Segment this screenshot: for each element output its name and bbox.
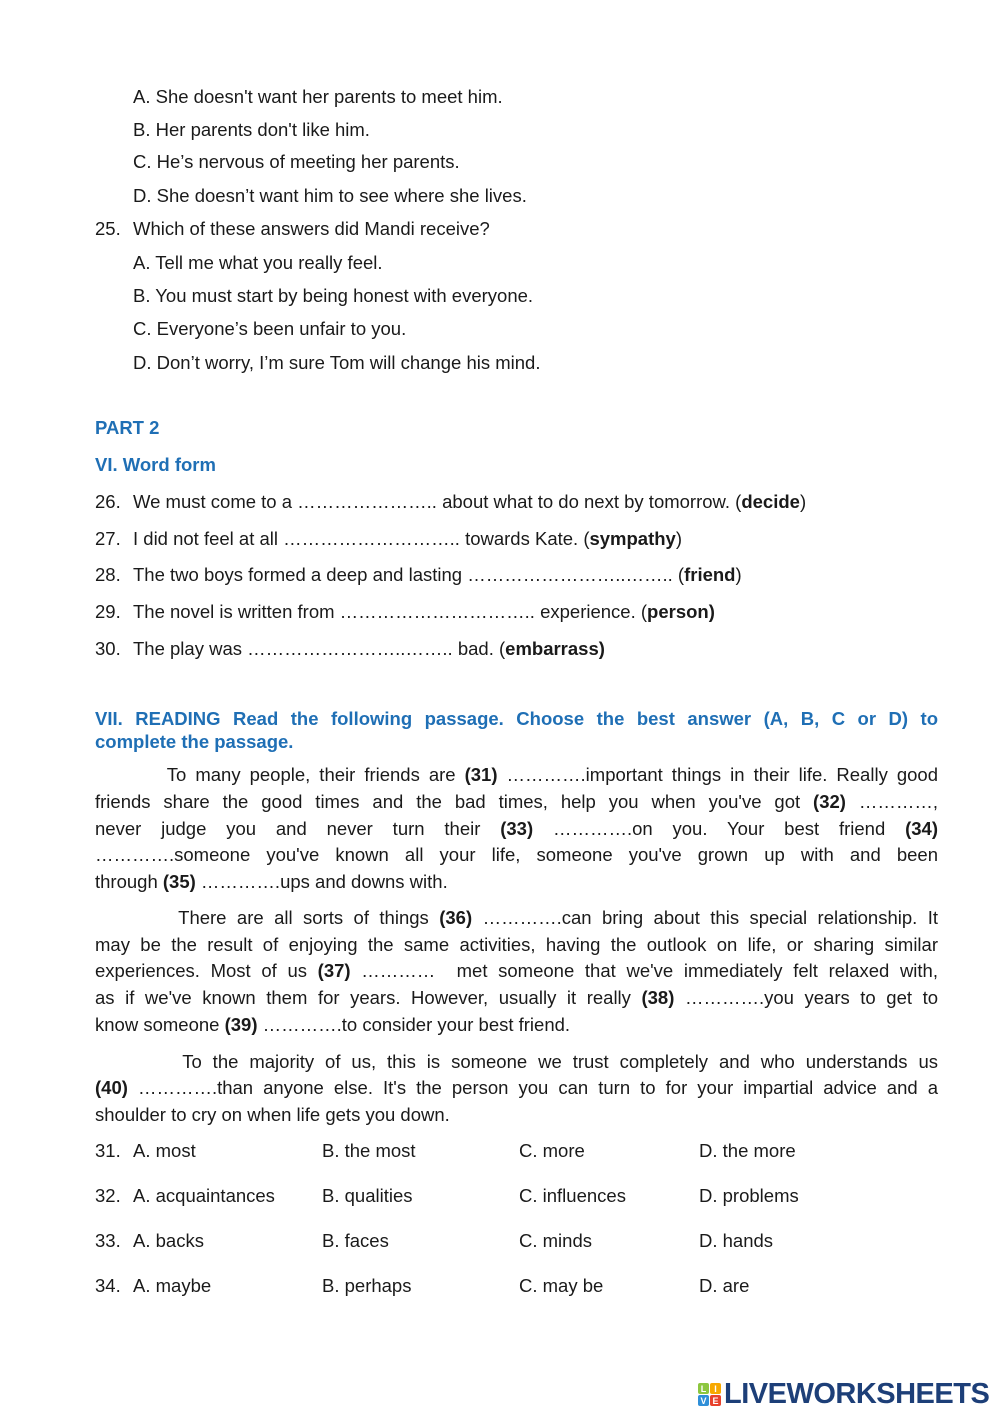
sentence-text: ) (735, 564, 742, 585)
q24-option-d: D. She doesn’t want him to see where she lives. (133, 185, 527, 206)
passage-text: shoulder to cry on when life gets you down. (95, 1104, 450, 1125)
sentence-text: ) (675, 528, 683, 549)
word-form-item (133, 564, 742, 586)
sentence-text: The play was ……………………..…….. bad. ( (133, 638, 506, 659)
blank-number: (31) (464, 764, 498, 785)
passage-text: never judge you and never turn their (95, 818, 501, 839)
passage-text: experiences. Most of us (95, 960, 318, 981)
blank-number: (34) (905, 818, 938, 839)
passage-text: may be the result of enjoying the same activities, having the outlook on life, or sharing similar (95, 934, 938, 955)
sentence-text: The two boys formed a deep and lasting ……………………..…….. ( (133, 564, 685, 585)
answer-option: A. most (133, 1140, 196, 1161)
section-heading-reading: VII. READING Read the following passage. Choose the best answer (A, B, C or D) to (95, 708, 938, 729)
answer-option: D. problems (699, 1185, 799, 1206)
passage-line (95, 1104, 938, 1126)
answer-option: B. faces (322, 1230, 389, 1251)
answer-option: D. the more (699, 1140, 796, 1161)
passage-text: …………, (845, 791, 939, 812)
blank-number: (38) (641, 987, 675, 1008)
answer-option: A. backs (133, 1230, 204, 1251)
sentence-text: The novel is written from ………………………….. experience. ( (133, 601, 648, 622)
passage-text: There are all sorts of things (95, 907, 440, 928)
passage-text: To the majority of us, this is someone we trust completely and who understands us (95, 1051, 938, 1072)
root-word: sympathy (589, 528, 676, 549)
blank-number: (32) (813, 791, 846, 812)
passage-line (95, 1077, 938, 1099)
passage-text: ………….ups and downs with. (195, 871, 448, 892)
q24-option-b: B. Her parents don't like him. (133, 119, 370, 140)
part-heading: PART 2 (95, 417, 160, 438)
passage-text: ………….to consider your best friend. (257, 1014, 571, 1035)
passage-text: ………….you years to get to (674, 987, 939, 1008)
passage-line (95, 907, 938, 929)
word-form-number: 26. (95, 491, 121, 512)
passage-line (95, 1051, 938, 1073)
section-heading-word-form: VI. Word form (95, 454, 216, 475)
word-form-number: 30. (95, 638, 121, 659)
passage-text: as if we've known them for years. However, usually it really (95, 987, 642, 1008)
blank-number: (35) (162, 871, 196, 892)
passage-line (95, 844, 938, 866)
question-number: 33. (95, 1230, 121, 1251)
root-word: embarrass) (505, 638, 605, 659)
word-form-number: 29. (95, 601, 121, 622)
passage-text: To many people, their friends are (95, 764, 465, 785)
passage-line (95, 871, 938, 893)
passage-text: ………….than anyone else. It's the person you can turn to for your impartial advice and a (127, 1077, 938, 1098)
blank-number: (40) (95, 1077, 128, 1098)
passage-line (95, 987, 938, 1009)
q25-option-c: C. Everyone’s been unfair to you. (133, 318, 407, 339)
answer-option: B. the most (322, 1140, 416, 1161)
q25-question: Which of these answers did Mandi receive? (133, 218, 490, 239)
blank-number: (39) (224, 1014, 258, 1035)
answer-option: B. perhaps (322, 1275, 412, 1296)
question-number: 34. (95, 1275, 121, 1296)
q24-option-a: A. She doesn't want her parents to meet him. (133, 86, 503, 107)
section-heading-reading-cont: complete the passage. (95, 731, 294, 752)
sentence-text: I did not feel at all ……………………….. towards Kate. ( (133, 528, 590, 549)
passage-text: ………….on you. Your best friend (533, 818, 906, 839)
word-form-item (133, 601, 715, 623)
sentence-text: ) (799, 491, 807, 512)
passage-line (95, 818, 938, 840)
passage-text: friends share the good times and the bad times, help you when you've got (95, 791, 814, 812)
word-form-item (133, 638, 605, 660)
passage-text: ………… met someone that we've immediately felt relaxed with, (350, 960, 938, 981)
question-number: 32. (95, 1185, 121, 1206)
answer-option: C. more (519, 1140, 585, 1161)
word-form-item (133, 528, 682, 550)
q25-option-b: B. You must start by being honest with everyone. (133, 285, 534, 306)
passage-line (95, 764, 938, 786)
word-form-item (133, 491, 806, 513)
passage-line (95, 791, 938, 813)
q25-number: 25. (95, 218, 121, 239)
passage-text: ………….can bring about this special relationship. It (472, 907, 938, 928)
sentence-text: We must come to a ………………….. about what to do next by tomorrow. ( (133, 491, 742, 512)
passage-text: through (95, 871, 163, 892)
answer-option: C. minds (519, 1230, 592, 1251)
passage-line (95, 960, 938, 982)
word-form-number: 28. (95, 564, 121, 585)
answer-option: B. qualities (322, 1185, 413, 1206)
blank-number: (37) (317, 960, 351, 981)
q25-option-d: D. Don’t worry, I’m sure Tom will change his mind. (133, 352, 541, 373)
blank-number: (36) (439, 907, 473, 928)
answer-option: C. influences (519, 1185, 626, 1206)
word-form-number: 27. (95, 528, 121, 549)
answer-option: A. acquaintances (133, 1185, 275, 1206)
root-word: friend (684, 564, 736, 585)
blank-number: (33) (500, 818, 534, 839)
logo-blocks-icon: L I V E (698, 1383, 721, 1406)
passage-text: ………….important things in their life. Really good (497, 764, 938, 785)
logo-text: LIVEWORKSHEETS (724, 1378, 990, 1410)
passage-line (95, 934, 938, 956)
answer-option: A. maybe (133, 1275, 212, 1296)
passage-line (95, 1014, 938, 1036)
answer-option: D. are (699, 1275, 750, 1296)
passage-text: ………….someone you've known all your life, someone you've grown up with and been (95, 844, 938, 865)
answer-option: D. hands (699, 1230, 774, 1251)
answer-option: C. may be (519, 1275, 604, 1296)
liveworksheets-logo (698, 1378, 989, 1411)
root-word: person) (647, 601, 715, 622)
q24-option-c: C. He’s nervous of meeting her parents. (133, 151, 460, 172)
question-number: 31. (95, 1140, 121, 1161)
passage-text: know someone (95, 1014, 225, 1035)
q25-option-a: A. Tell me what you really feel. (133, 252, 383, 273)
root-word: decide (741, 491, 800, 512)
